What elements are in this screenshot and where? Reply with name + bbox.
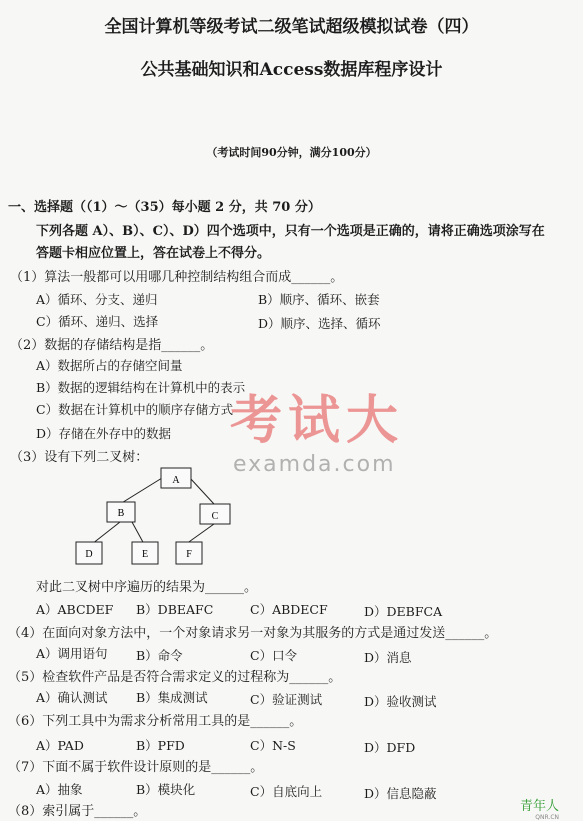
question-1-option-b: B）顺序、循环、嵌套 <box>258 292 380 307</box>
question-7-stem: （7）下面不属于软件设计原则的是______。 <box>8 760 264 775</box>
question-5-option-a: A）确认测试 <box>36 690 108 705</box>
question-4-option-b: B）命令 <box>136 648 183 663</box>
question-5-option-c: C）验证测试 <box>250 692 323 707</box>
svg-text:F: F <box>186 549 192 560</box>
watermark-url: examda.com <box>233 452 396 477</box>
tree-node-b <box>107 502 135 522</box>
question-7-option-b: B）模块化 <box>136 782 196 797</box>
question-1-option-d: D）顺序、选择、循环 <box>258 316 381 331</box>
question-1-option-c: C）循环、递归、选择 <box>36 314 159 329</box>
instruction-line-1: 下列各题 A）、B）、C）、D）四个选项中，只有一个选项是正确的，请将正确选项涂写在 <box>36 224 545 239</box>
corner-logo-site: QNR.CN <box>535 814 560 821</box>
question-1-stem: （1）算法一般都可以用哪几种控制结构组合而成______。 <box>10 270 344 285</box>
question-6-stem: （6）下列工具中为需求分析常用工具的是______。 <box>8 714 303 729</box>
exam-note: （考试时间90分钟，满分100分） <box>206 146 377 159</box>
question-5-option-b: B）集成测试 <box>136 690 208 705</box>
tree-node-e <box>132 542 158 564</box>
question-7-option-a: A）抽象 <box>36 782 83 797</box>
tree-node-a <box>161 468 191 488</box>
question-2-option-b: B）数据的逻辑结构在计算机中的表示 <box>36 380 246 395</box>
instruction-line-2: 答题卡相应位置上，答在试卷上不得分。 <box>36 246 271 261</box>
question-2-option-c: C）数据在计算机中的顺序存储方式 <box>36 402 234 417</box>
question-7-option-d: D）信息隐蔽 <box>364 786 437 801</box>
question-3-option-c: C）ABDECF <box>250 602 328 617</box>
svg-text:E: E <box>141 549 149 560</box>
question-4-option-d: D）消息 <box>364 650 412 665</box>
question-4-option-c: C）口令 <box>250 648 298 663</box>
question-6-option-c: C）N-S <box>250 738 296 753</box>
corner-logo <box>520 795 559 821</box>
question-3-option-a: A）ABCDEF <box>36 602 114 617</box>
question-3-option-b: B）DBEAFC <box>136 602 214 617</box>
binary-tree-diagram <box>70 462 250 574</box>
svg-text:C: C <box>211 511 219 522</box>
paper-title: 全国计算机等级考试二级笔试超级模拟试卷（四） <box>104 17 479 37</box>
question-6-option-b: B）PFD <box>136 738 185 753</box>
question-8-stem: （8）索引属于______。 <box>8 804 147 819</box>
paper-subtitle: 公共基础知识和Access数据库程序设计 <box>140 60 443 80</box>
question-4-stem: （4）在面向对象方法中，一个对象请求另一对象为其服务的方式是通过发送______。 <box>8 626 498 641</box>
question-7-option-c: C）自底向上 <box>250 784 323 799</box>
question-4-option-a: A）调用语句 <box>36 646 108 661</box>
tree-node-d <box>76 542 102 564</box>
question-2-option-a: A）数据所占的存储空间量 <box>36 358 183 373</box>
svg-text:A: A <box>172 475 180 486</box>
question-6-option-d: D）DFD <box>364 740 416 755</box>
question-1-option-a: A）循环、分支、递归 <box>36 292 158 307</box>
question-2-option-d: D）存储在外存中的数据 <box>36 426 172 441</box>
svg-text:D: D <box>85 549 93 560</box>
corner-logo-text: 青年人 <box>520 799 560 814</box>
watermark-text: 考试大 <box>230 391 405 451</box>
section-heading: 一、选择题（（1）～（35）每小题 2 分，共 70 分） <box>8 200 321 215</box>
question-3-stem: （3）设有下列二叉树： <box>10 450 149 465</box>
question-5-stem: （5）检查软件产品是否符合需求定义的过程称为______。 <box>8 670 342 685</box>
svg-text:B: B <box>117 508 125 519</box>
question-6-option-a: A）PAD <box>36 738 84 753</box>
question-3-stem-2: 对此二叉树中序遍历的结果为______。 <box>36 580 258 595</box>
question-3-option-d: D）DEBFCA <box>364 604 443 619</box>
question-5-option-d: D）验收测试 <box>364 694 437 709</box>
question-2-stem: （2）数据的存储结构是指______。 <box>10 338 214 353</box>
tree-node-c <box>200 504 230 524</box>
tree-node-f <box>176 542 202 564</box>
